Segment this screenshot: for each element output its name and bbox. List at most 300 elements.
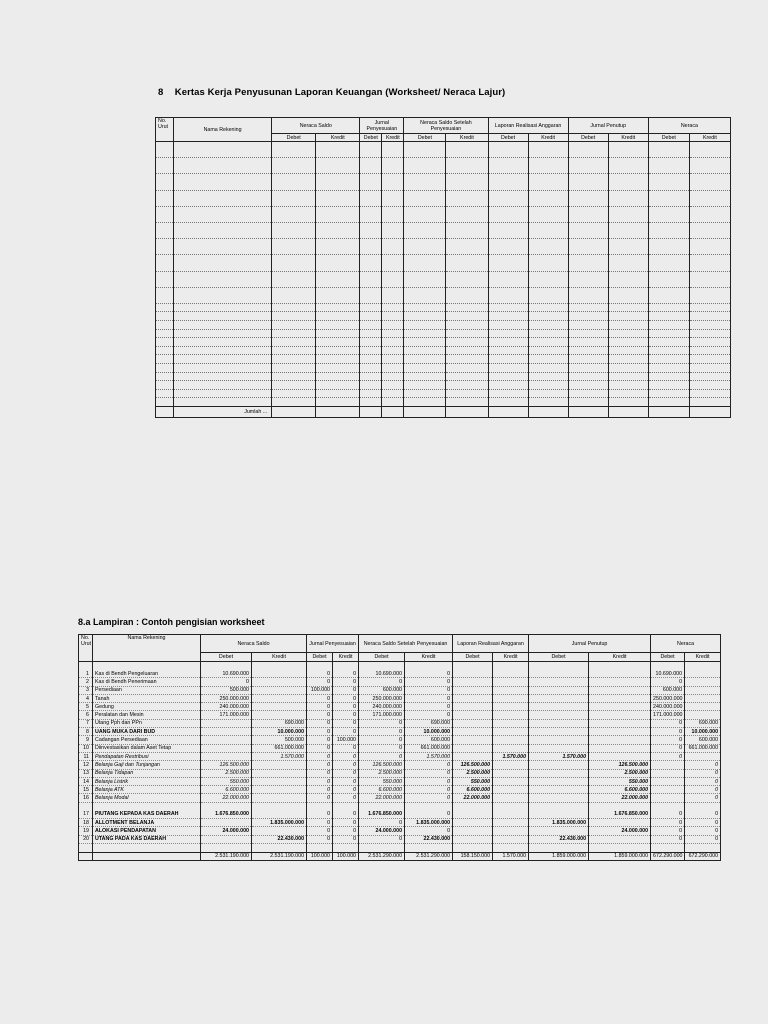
value-cell <box>493 678 529 686</box>
table-row <box>79 811 721 819</box>
value-cell: 661.000.000 <box>685 744 721 752</box>
value-cell: 0 <box>651 719 685 727</box>
value-cell: 126.500.000 <box>359 761 405 769</box>
value-cell: 500.000 <box>201 686 252 694</box>
value-cell <box>252 827 307 835</box>
blank-row <box>156 182 731 190</box>
row-number: 15 <box>79 786 93 794</box>
table-row <box>79 703 721 711</box>
value-cell <box>493 835 529 843</box>
value-cell: 550.000 <box>359 777 405 785</box>
value-cell: 0 <box>333 777 359 785</box>
value-cell: 240.000.000 <box>651 703 685 711</box>
value-cell: 661.000.000 <box>405 744 453 752</box>
account-name: Pendapatan Restribusi <box>93 752 201 760</box>
col-neraca-saldo-setelah-header: Neraca Saldo Setelah Penyesuaian <box>404 118 488 134</box>
value-cell <box>453 719 493 727</box>
value-cell: 0 <box>405 811 453 819</box>
value-cell: 2.500.000 <box>589 769 651 777</box>
value-cell: 0 <box>405 794 453 802</box>
row-number: 4 <box>79 694 93 702</box>
value-cell: 22.430.000 <box>252 835 307 843</box>
value-cell <box>493 761 529 769</box>
col-no-header: No. Urut <box>156 118 174 142</box>
blank-row <box>156 295 731 303</box>
value-cell <box>589 752 651 760</box>
value-cell <box>493 794 529 802</box>
blank-row <box>156 355 731 364</box>
value-cell: 1.570.000 <box>405 752 453 760</box>
value-cell <box>453 728 493 736</box>
ex-col-neraca-header: Neraca <box>651 635 721 653</box>
value-cell: 0 <box>307 769 333 777</box>
value-cell <box>252 802 307 811</box>
table-row <box>79 802 721 811</box>
value-cell <box>493 670 529 678</box>
value-cell: 100.000 <box>333 736 359 744</box>
ex-debet-header: Debet <box>529 653 589 662</box>
value-cell: 1.835.000.000 <box>405 819 453 827</box>
value-cell <box>307 802 333 811</box>
value-cell <box>201 728 252 736</box>
value-cell <box>493 811 529 819</box>
value-cell <box>453 736 493 744</box>
account-name: UTANG PADA KAS DAERAH <box>93 835 201 843</box>
value-cell: 22.430.000 <box>405 835 453 843</box>
blank-row <box>156 287 731 295</box>
value-cell <box>529 728 589 736</box>
value-cell: 0 <box>685 827 721 835</box>
blank-row <box>156 214 731 222</box>
value-cell: 690.000 <box>685 719 721 727</box>
ex-col-jurnal-penyesuaian-header: Jurnal Penyesuaian <box>307 635 359 653</box>
value-cell: 171.000.000 <box>651 711 685 719</box>
value-cell <box>493 786 529 794</box>
account-name: Belanja Listrik <box>93 777 201 785</box>
value-cell: 22.000.000 <box>453 794 493 802</box>
account-name: ALLOTMENT BELANJA <box>93 819 201 827</box>
value-cell <box>529 744 589 752</box>
account-name: PIUTANG KEPADA KAS DAERAH <box>93 811 201 819</box>
value-cell <box>453 744 493 752</box>
account-name: ALOKASI PENDAPATAN <box>93 827 201 835</box>
row-number: 19 <box>79 827 93 835</box>
row-number: 12 <box>79 761 93 769</box>
blank-row <box>156 398 731 407</box>
account-name: Cadangan Persediaan <box>93 736 201 744</box>
col-jurnal-penutup-header: Jurnal Penutup <box>568 118 648 134</box>
value-cell: 0 <box>333 719 359 727</box>
table-row <box>79 786 721 794</box>
value-cell: 250.000.000 <box>201 694 252 702</box>
value-cell: 0 <box>307 711 333 719</box>
blank-kredit-header: Kredit <box>382 134 404 142</box>
value-cell <box>685 670 721 678</box>
blank-row <box>156 303 731 312</box>
value-cell <box>685 802 721 811</box>
value-cell <box>201 719 252 727</box>
value-cell <box>589 736 651 744</box>
row-number: 8 <box>79 728 93 736</box>
blank-debet-header: Debet <box>404 134 446 142</box>
row-number: 10 <box>79 744 93 752</box>
value-cell: 0 <box>307 694 333 702</box>
value-cell: 126.500.000 <box>589 761 651 769</box>
value-cell <box>589 694 651 702</box>
value-cell: 0 <box>405 711 453 719</box>
value-cell <box>453 694 493 702</box>
blank-debet-header: Debet <box>272 134 316 142</box>
value-cell: 600.000 <box>685 736 721 744</box>
value-cell <box>529 794 589 802</box>
value-cell: 6.600.000 <box>201 786 252 794</box>
value-cell: 550.000 <box>589 777 651 785</box>
value-cell <box>201 802 252 811</box>
ex-col-neraca-saldo-setelah-header: Neraca Saldo Setelah Penyesuaian <box>359 635 453 653</box>
account-name: Kas di Bendh Penerimaan <box>93 678 201 686</box>
row-number: 2 <box>79 678 93 686</box>
value-cell <box>529 761 589 769</box>
value-cell: 600.000 <box>651 686 685 694</box>
value-cell: 10.690.000 <box>201 670 252 678</box>
value-cell: 1.676.850.000 <box>589 811 651 819</box>
account-name <box>93 802 201 811</box>
value-cell: 171.000.000 <box>359 711 405 719</box>
value-cell <box>453 670 493 678</box>
value-cell: 600.000 <box>359 686 405 694</box>
value-cell: 0 <box>651 835 685 843</box>
total-cell: 1.859.000.000 <box>529 852 589 860</box>
value-cell: 10.000.000 <box>252 728 307 736</box>
value-cell: 0 <box>307 777 333 785</box>
ex-kredit-header: Kredit <box>252 653 307 662</box>
value-cell <box>252 694 307 702</box>
value-cell <box>685 686 721 694</box>
value-cell: 250.000.000 <box>651 694 685 702</box>
value-cell: 0 <box>685 835 721 843</box>
value-cell: 1.835.000.000 <box>252 819 307 827</box>
value-cell: 0 <box>333 686 359 694</box>
value-cell: 0 <box>651 678 685 686</box>
value-cell <box>589 711 651 719</box>
blank-worksheet-table <box>155 117 731 418</box>
value-cell <box>589 835 651 843</box>
blank-row <box>156 279 731 287</box>
value-cell: 100.000 <box>307 686 333 694</box>
value-cell <box>589 703 651 711</box>
blank-row <box>156 190 731 198</box>
total-cell: 158.150.000 <box>453 852 493 860</box>
value-cell <box>359 802 405 811</box>
table-row <box>79 686 721 694</box>
row-number: 11 <box>79 752 93 760</box>
value-cell: 0 <box>201 678 252 686</box>
ex-kredit-header: Kredit <box>685 653 721 662</box>
value-cell: 0 <box>333 835 359 843</box>
value-cell <box>252 711 307 719</box>
account-name: Belanja Modal <box>93 794 201 802</box>
table-row <box>79 777 721 785</box>
blank-kredit-header: Kredit <box>689 134 730 142</box>
value-cell: 0 <box>333 794 359 802</box>
jumlah-no-cell <box>156 407 174 418</box>
value-cell <box>651 761 685 769</box>
value-cell: 10.690.000 <box>359 670 405 678</box>
value-cell: 10.690.000 <box>651 670 685 678</box>
value-cell: 0 <box>651 736 685 744</box>
row-number: 1 <box>79 670 93 678</box>
value-cell: 24.000.000 <box>589 827 651 835</box>
value-cell: 2.500.000 <box>359 769 405 777</box>
value-cell: 0 <box>307 794 333 802</box>
blank-row <box>156 206 731 214</box>
blank-row <box>156 321 731 330</box>
table-row <box>79 744 721 752</box>
ex-kredit-header: Kredit <box>333 653 359 662</box>
row-number: 13 <box>79 769 93 777</box>
value-cell <box>685 703 721 711</box>
total-cell: 100.000 <box>307 852 333 860</box>
total-cell: 2.531.190.000 <box>201 852 252 860</box>
table-row <box>79 761 721 769</box>
value-cell: 0 <box>359 678 405 686</box>
table-row <box>79 769 721 777</box>
value-cell: 24.000.000 <box>359 827 405 835</box>
value-cell <box>529 777 589 785</box>
value-cell <box>685 711 721 719</box>
value-cell: 0 <box>307 811 333 819</box>
value-cell: 0 <box>685 794 721 802</box>
value-cell <box>493 711 529 719</box>
value-cell <box>201 752 252 760</box>
ex-debet-header: Debet <box>307 653 333 662</box>
value-cell <box>685 694 721 702</box>
account-name: Gedung <box>93 703 201 711</box>
value-cell: 240.000.000 <box>359 703 405 711</box>
blank-row <box>156 364 731 373</box>
value-cell <box>651 802 685 811</box>
value-cell: 0 <box>359 744 405 752</box>
row-number: 5 <box>79 703 93 711</box>
account-name: UANG MUKA DARI BUD <box>93 728 201 736</box>
value-cell <box>453 835 493 843</box>
value-cell <box>252 777 307 785</box>
value-cell: 22.000.000 <box>359 794 405 802</box>
value-cell: 126.500.000 <box>201 761 252 769</box>
row-number: 14 <box>79 777 93 785</box>
table-row <box>79 711 721 719</box>
value-cell: 0 <box>333 769 359 777</box>
col-jurnal-penyesuaian-header: Jurnal Penyesuaian <box>360 118 404 134</box>
value-cell: 0 <box>359 835 405 843</box>
value-cell: 6.600.000 <box>589 786 651 794</box>
value-cell <box>529 802 589 811</box>
value-cell <box>529 811 589 819</box>
value-cell <box>529 769 589 777</box>
total-cell: 100.000 <box>333 852 359 860</box>
value-cell <box>333 802 359 811</box>
value-cell: 22.430.000 <box>529 835 589 843</box>
value-cell <box>493 728 529 736</box>
value-cell: 250.000.000 <box>359 694 405 702</box>
row-number <box>79 802 93 811</box>
table-row <box>79 719 721 727</box>
value-cell <box>529 678 589 686</box>
blank-kredit-header: Kredit <box>316 134 360 142</box>
value-cell: 0 <box>333 819 359 827</box>
value-cell <box>493 719 529 727</box>
table-row <box>79 678 721 686</box>
value-cell <box>252 670 307 678</box>
total-cell: 2.531.290.000 <box>405 852 453 860</box>
value-cell <box>589 728 651 736</box>
value-cell <box>589 686 651 694</box>
value-cell <box>529 736 589 744</box>
blank-row <box>156 338 731 347</box>
account-name: Peralatan dan Mesin <box>93 711 201 719</box>
blank-row <box>156 389 731 398</box>
value-cell: 10.000.000 <box>685 728 721 736</box>
value-cell <box>252 811 307 819</box>
ex-col-neraca-saldo-header: Neraca Saldo <box>201 635 307 653</box>
row-number: 6 <box>79 711 93 719</box>
value-cell <box>493 777 529 785</box>
value-cell <box>685 752 721 760</box>
value-cell: 0 <box>333 728 359 736</box>
value-cell <box>252 786 307 794</box>
value-cell: 0 <box>333 811 359 819</box>
blank-debet-header: Debet <box>648 134 689 142</box>
value-cell: 500.000 <box>252 736 307 744</box>
value-cell <box>453 811 493 819</box>
value-cell: 1.676.850.000 <box>201 811 252 819</box>
value-cell: 0 <box>685 769 721 777</box>
value-cell: 22.000.000 <box>201 794 252 802</box>
value-cell: 0 <box>333 786 359 794</box>
value-cell <box>589 670 651 678</box>
value-cell <box>651 777 685 785</box>
value-cell: 0 <box>651 811 685 819</box>
blank-row <box>156 231 731 239</box>
value-cell <box>493 703 529 711</box>
value-cell: 0 <box>333 761 359 769</box>
value-cell: 690.000 <box>252 719 307 727</box>
value-cell: 661.000.000 <box>252 744 307 752</box>
blank-row <box>156 222 731 230</box>
blank-row <box>156 263 731 271</box>
value-cell: 1.570.000 <box>252 752 307 760</box>
total-cell: 2.531.190.000 <box>252 852 307 860</box>
blank-kredit-header: Kredit <box>528 134 568 142</box>
account-name: Belanja Gaji dan Tunjangan <box>93 761 201 769</box>
value-cell: 0 <box>405 694 453 702</box>
value-cell <box>651 786 685 794</box>
value-cell <box>252 678 307 686</box>
value-cell: 550.000 <box>201 777 252 785</box>
blank-row <box>156 247 731 255</box>
blank-row <box>156 150 731 158</box>
value-cell <box>589 819 651 827</box>
value-cell: 0 <box>307 703 333 711</box>
value-cell <box>453 686 493 694</box>
value-cell <box>589 802 651 811</box>
value-cell: 1.570.000 <box>529 752 589 760</box>
table-row <box>79 670 721 678</box>
blank-kredit-header: Kredit <box>446 134 488 142</box>
account-name: Diinvestasikan dalam Aset Tetap <box>93 744 201 752</box>
value-cell <box>685 678 721 686</box>
value-cell <box>453 752 493 760</box>
value-cell <box>493 744 529 752</box>
value-cell: 1.570.000 <box>493 752 529 760</box>
value-cell <box>529 827 589 835</box>
blank-row <box>156 329 731 338</box>
value-cell: 0 <box>307 728 333 736</box>
row-number: 7 <box>79 719 93 727</box>
value-cell: 0 <box>333 744 359 752</box>
value-cell <box>589 678 651 686</box>
blank-row <box>156 166 731 174</box>
value-cell: 0 <box>405 686 453 694</box>
value-cell: 126.500.000 <box>453 761 493 769</box>
blank-debet-header: Debet <box>488 134 528 142</box>
table-row <box>79 827 721 835</box>
value-cell <box>493 802 529 811</box>
section-8-heading: Kertas Kerja Penyusunan Laporan Keuangan (Worksheet/ Neraca Lajur) <box>174 87 506 98</box>
value-cell: 171.000.000 <box>201 711 252 719</box>
value-cell <box>252 703 307 711</box>
value-cell <box>529 694 589 702</box>
value-cell: 0 <box>685 777 721 785</box>
value-cell: 0 <box>307 719 333 727</box>
value-cell: 0 <box>405 827 453 835</box>
value-cell <box>453 703 493 711</box>
value-cell <box>453 711 493 719</box>
section-8a-title: 8.a Lampiran : Contoh pengisian worksheet <box>78 617 265 627</box>
value-cell <box>201 819 252 827</box>
value-cell <box>493 694 529 702</box>
value-cell: 0 <box>651 827 685 835</box>
value-cell <box>589 719 651 727</box>
value-cell <box>453 827 493 835</box>
value-cell: 22.000.000 <box>589 794 651 802</box>
value-cell: 0 <box>359 736 405 744</box>
table-row <box>79 752 721 760</box>
total-cell: 1.570.000 <box>493 852 529 860</box>
row-number: 9 <box>79 736 93 744</box>
value-cell: 0 <box>651 744 685 752</box>
blank-row <box>156 174 731 182</box>
example-worksheet-table <box>78 634 721 861</box>
value-cell: 0 <box>307 736 333 744</box>
value-cell <box>453 678 493 686</box>
total-cell: 672.290.000 <box>651 852 685 860</box>
total-cell: 1.859.000.000 <box>589 852 651 860</box>
value-cell: 0 <box>359 752 405 760</box>
value-cell <box>493 736 529 744</box>
row-number: 16 <box>79 794 93 802</box>
value-cell <box>529 703 589 711</box>
value-cell: 600.000 <box>405 736 453 744</box>
blank-row <box>156 346 731 355</box>
value-cell: 0 <box>333 670 359 678</box>
value-cell <box>651 769 685 777</box>
value-cell: 6.600.000 <box>453 786 493 794</box>
ex-col-lra-header: Laporan Realisasi Anggaran <box>453 635 529 653</box>
value-cell: 0 <box>685 819 721 827</box>
blank-debet-header: Debet <box>360 134 382 142</box>
blank-row <box>156 239 731 247</box>
